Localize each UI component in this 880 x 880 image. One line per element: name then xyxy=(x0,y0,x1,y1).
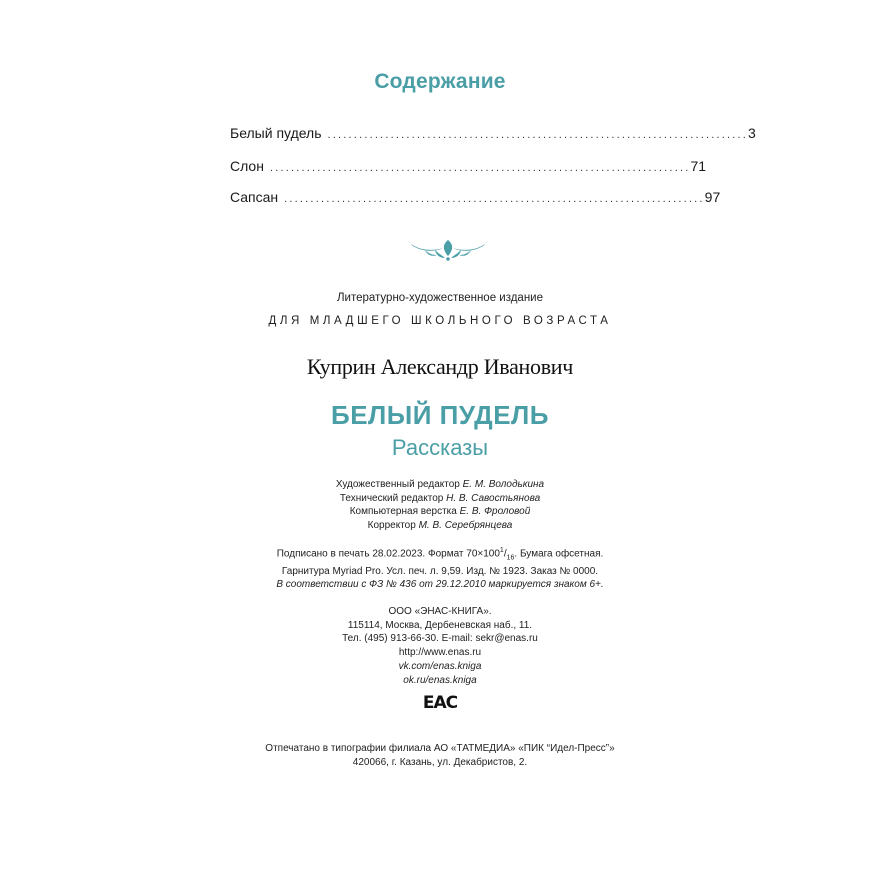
toc-entry-title: Белый пудель xyxy=(230,125,322,141)
age-category: ДЛЯ МЛАДШЕГО ШКОЛЬНОГО ВОЗРАСТА xyxy=(268,315,612,327)
age-rating-notice: В соответствии с ФЗ № 436 от 29.12.2010 маркируется знаком 6+. xyxy=(276,579,604,591)
toc-entry xyxy=(230,158,707,174)
book-title: БЕЛЫЙ ПУДЕЛЬ xyxy=(331,400,549,430)
credit-line xyxy=(0,492,880,506)
edition-genre: Литературно-художественное издание xyxy=(336,292,544,304)
credit-person: Е. В. Фроловой xyxy=(459,506,531,517)
credit-role: Компьютерная верстка xyxy=(349,506,457,517)
credit-role: Корректор xyxy=(367,519,416,531)
format-denominator: 16 xyxy=(506,554,515,562)
publisher-website: http://www.enas.ru xyxy=(398,646,482,658)
imprint-format-line xyxy=(0,544,880,565)
credits-block xyxy=(0,478,880,532)
credit-line xyxy=(0,505,880,519)
social-links xyxy=(0,660,880,687)
paper-type: . Бумага офсетная. xyxy=(514,548,604,560)
credit-role: Технический редактор xyxy=(339,492,444,504)
toc-entry-page: 3 xyxy=(748,125,756,141)
toc-leader: ................................................................................ xyxy=(284,193,705,205)
format-numerator: 1 xyxy=(499,547,504,554)
toc-entry-page: 97 xyxy=(704,189,721,205)
publisher-address: 115114, Москва, Дербеневская наб., 11. xyxy=(347,619,533,631)
vk-link: vk.com/enas.kniga xyxy=(398,661,482,672)
publisher-contacts: Тел. (495) 913-66-30. E-mail: sekr@enas.ru xyxy=(342,633,538,644)
publisher-name: ООО «ЭНАС-КНИГА». xyxy=(388,606,492,617)
publisher-block xyxy=(0,605,880,659)
printer-block xyxy=(0,742,880,769)
toc-entry-title: Слон xyxy=(230,158,264,174)
book-subtitle: Рассказы xyxy=(391,435,489,460)
ok-link: ok.ru/enas.kniga xyxy=(403,674,477,686)
credit-line xyxy=(0,519,880,533)
toc-leader: ................................................................................ xyxy=(269,162,691,174)
toc-entry xyxy=(230,189,721,205)
credit-line xyxy=(0,478,880,492)
credit-person: М. В. Серебрянцева xyxy=(418,519,513,531)
credit-role: Художественный редактор xyxy=(335,479,460,490)
printer-name: Отпечатано в типографии филиала АО «ТАТМЕДИА» «ПИК “Идел-Пресс”» xyxy=(265,743,615,754)
toc-entry-title: Сапсан xyxy=(230,189,279,205)
floral-ornament-icon xyxy=(405,236,491,262)
format-separator: / xyxy=(503,548,507,560)
toc-entry-page: 71 xyxy=(690,158,707,174)
credit-person: Н. В. Савостьянова xyxy=(446,492,541,504)
imprint-format-text: Подписано в печать 28.02.2023. Формат 70×100 xyxy=(276,548,500,560)
printer-address: 420066, г. Казань, ул. Декабристов, 2. xyxy=(352,756,528,768)
toc-entry xyxy=(230,125,756,141)
author-name: Куприн Александр Иванович xyxy=(306,354,574,379)
toc-heading: Содержание xyxy=(374,70,506,93)
toc-leader: ................................................................................ xyxy=(327,129,749,141)
eac-mark: EAC xyxy=(422,693,458,713)
credit-person: Е. М. Володькина xyxy=(462,479,545,490)
imprint-typeface-line: Гарнитура Myriad Pro. Усл. печ. л. 9,59. Изд. № 1923. Заказ № 0000. xyxy=(281,565,599,577)
imprint-block xyxy=(0,544,880,592)
